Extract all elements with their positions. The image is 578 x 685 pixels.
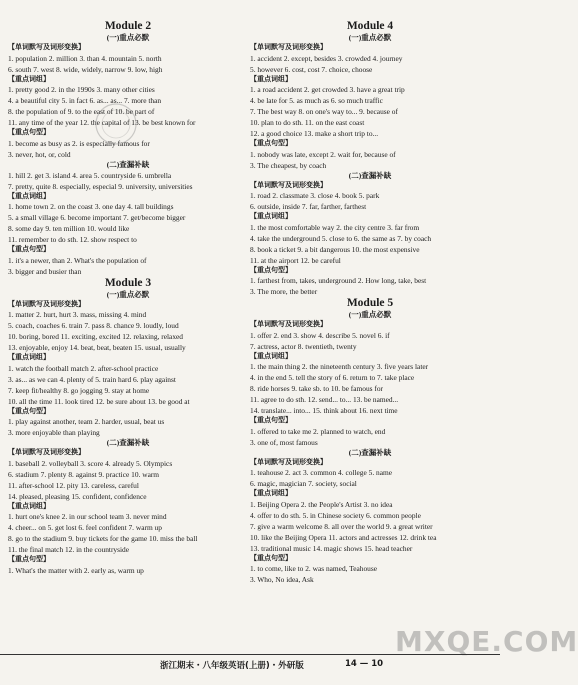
category-heading: 【重点句型】 xyxy=(8,555,50,563)
answer-line: 5. a small village 6. become important 7. get/become bigger xyxy=(8,213,186,222)
section-title: (一)重点必默 xyxy=(106,33,150,42)
answer-line: 6. magic, magician 7. society, social xyxy=(250,479,357,488)
category-heading: 【重点词组】 xyxy=(8,353,50,361)
section-title: (一)重点必默 xyxy=(348,310,392,319)
stamp-icon xyxy=(92,100,140,148)
category-heading: 【重点词组】 xyxy=(250,351,292,360)
answer-line: 10. like the Beijing Opera 11. actors and actresses 12. drink tea xyxy=(250,532,437,542)
answer-line: 1. road 2. classmate 3. close 4. book 5. park xyxy=(250,191,380,200)
answer-line: 4. in the end 5. tell the story of 6. return to 7. take place xyxy=(250,373,415,382)
section-title: (二)查漏补缺 xyxy=(106,159,150,169)
page-footer xyxy=(0,654,500,679)
answer-line: 7. give a warm welcome 8. all over the world 9. a great writer xyxy=(250,521,433,531)
answer-line: 1. accident 2. except, besides 3. crowded 4. journey xyxy=(250,53,403,63)
answer-line: 5. however 6. cost, cost 7. choice, choose xyxy=(250,64,373,74)
answer-line: 11. agree to do sth. 12. send... to... 13. be named... xyxy=(250,395,399,404)
answer-line: 1. watch the football match 2. after-school practice xyxy=(8,363,159,373)
answer-line: 1. a road accident 2. get crowded 3. have a great trip xyxy=(250,85,405,94)
module-title: Module 4 xyxy=(346,20,394,32)
answer-line: 3. one of, most famous xyxy=(250,437,318,447)
answer-line: 4. a beautiful city 5. in fact 6. as... as... 7. more than xyxy=(8,96,162,105)
watermark: MXQE.COM xyxy=(395,625,578,658)
section-title: (二)查漏补缺 xyxy=(348,447,392,457)
category-heading: 【重点句型】 xyxy=(8,128,50,136)
answer-line: 6. outside, inside 7. far, farther, farthest xyxy=(250,202,367,211)
answer-line: 3. as... as we can 4. plenty of 5. train hard 6. play against xyxy=(8,374,176,384)
answer-line: 1. home town 2. on the coast 3. one day 4. tall buildings xyxy=(8,202,174,211)
answer-line: 1. farthest from, takes, underground 2. How long, take, best xyxy=(250,276,427,285)
answer-line: 8. go to the stadium 9. buy tickets for the game 10. miss the ball xyxy=(8,534,198,543)
answer-line: 3. bigger and busier than xyxy=(8,266,82,276)
module-title: Module 2 xyxy=(104,20,152,32)
category-heading: 【重点句型】 xyxy=(250,139,292,147)
category-heading: 【单词默写及词形变换】 xyxy=(8,448,85,456)
answer-line: 1. nobody was late, except 2. wait for, because of xyxy=(250,149,396,159)
answer-line: 3. Who, No idea, Ask xyxy=(250,575,314,584)
category-heading: 【重点词组】 xyxy=(8,74,50,83)
section-title: (一)重点必默 xyxy=(348,33,392,42)
answer-line: 1. matter 2. hurt, hurt 3. mass, missing 4. mind xyxy=(8,310,147,319)
answer-line: 11. remember to do sth. 12. show respect to xyxy=(8,235,137,244)
answer-line: 13. enjoyable, enjoy 14. beat, beat, beaten 15. usual, usually xyxy=(8,343,186,352)
answer-line: 10. boring, bored 11. exciting, excited 12. relaxing, relaxed xyxy=(8,332,183,341)
answer-line: 4. be late for 5. as much as 6. so much traffic xyxy=(250,96,383,105)
category-heading: 【单词默写及词形变换】 xyxy=(250,457,327,466)
answer-line: 7. pretty, quite 8. especially, especial 9. university, universities xyxy=(8,181,193,191)
answer-line: 1. hurt one's knee 2. in our school team 3. never mind xyxy=(8,512,167,521)
category-heading: 【重点句型】 xyxy=(250,265,292,274)
answer-line: 14. translate... into... 15. think about 16. next time xyxy=(250,406,398,415)
category-heading: 【重点词组】 xyxy=(250,74,292,83)
section-title: (二)查漏补缺 xyxy=(348,170,392,180)
answer-line: 1. the most comfortable way 2. the city centre 3. far from xyxy=(250,222,420,232)
answer-line: 7. keep fit/healthy 8. go jogging 9. stay at home xyxy=(8,385,150,395)
section-title: (二)查漏补缺 xyxy=(106,438,150,447)
answer-line: 14. pleased, pleasing 15. confident, confidence xyxy=(8,491,147,501)
answer-line: 11. any time of the year 12. the capital of 13. be best known for xyxy=(8,118,196,127)
answer-line: 7. The best way 8. on one's way to... 9. because of xyxy=(250,107,398,116)
category-heading: 【重点词组】 xyxy=(8,501,50,510)
category-heading: 【重点句型】 xyxy=(250,553,292,562)
answer-line: 1. to come, like to 2. was named, Teahouse xyxy=(250,564,378,573)
section-title: (一)重点必默 xyxy=(106,289,150,299)
category-heading: 【重点词组】 xyxy=(250,212,292,220)
answer-line: 1. pretty good 2. in the 1990s 3. many other cities xyxy=(8,85,155,94)
right-column xyxy=(250,20,490,585)
answer-line: 1. Beijing Opera 2. the People's Artist 3. no idea xyxy=(250,499,393,509)
answer-line: 13. traditional music 14. magic shows 15. head teacher xyxy=(250,543,413,553)
answer-line: 1. offered to take me 2. planned to watch, end xyxy=(250,426,386,436)
answer-line: 1. become as busy as 2. is especially famous for xyxy=(8,138,150,148)
answer-line: 1. offer 2. end 3. show 4. describe 5. novel 6. if xyxy=(250,330,390,340)
answer-line: 8. book a ticket 9. a bit dangerous 10. the most expensive xyxy=(250,244,420,254)
category-heading: 【单词默写及词形变换】 xyxy=(250,180,327,189)
category-heading: 【重点句型】 xyxy=(8,406,50,415)
answer-line: 11. the final match 12. in the countryside xyxy=(8,545,130,554)
answer-line: 6. stadium 7. plenty 8. against 9. practice 10. warm xyxy=(8,469,160,479)
answer-line: 1. play against another, team 2. harder, usual, beat us xyxy=(8,417,165,426)
answer-line: 1. population 2. million 3. than 4. mountain 5. north xyxy=(8,53,162,63)
module-title: Module 5 xyxy=(346,297,394,309)
answer-line: 1. teahouse 2. act 3. common 4. college 5. name xyxy=(250,468,393,477)
answer-line: 1. hill 2. get 3. island 4. area 5. countryside 6. umbrella xyxy=(8,170,172,180)
footer-title: 浙江期末・八年级英语(上册)・外研版 xyxy=(160,661,304,671)
category-heading: 【单词默写及词形变换】 xyxy=(8,43,85,51)
answer-line: 3. The cheapest, by coach xyxy=(250,160,327,170)
category-heading: 【单词默写及词形变换】 xyxy=(250,320,327,328)
answer-line: 8. the population of 9. to the east of 10. be part of xyxy=(8,107,155,116)
answer-line: 6. south 7. west 8. wide, widely, narrow 9. low, high xyxy=(8,64,163,74)
answer-line: 3. more enjoyable than playing xyxy=(8,428,100,437)
answer-line: 11. after-school 12. pity 13. careless, careful xyxy=(8,480,139,490)
answer-line: 1. What's the matter with 2. early as, warm up xyxy=(8,565,144,575)
category-heading: 【重点句型】 xyxy=(250,416,292,424)
answer-line: 10. plan to do sth. 11. on the east coast xyxy=(250,118,365,127)
answer-line: 7. actress, actor 8. twentieth, twenty xyxy=(250,341,357,351)
answer-line: 1. the main thing 2. the nineteenth century 3. five years later xyxy=(250,362,429,371)
answer-line: 11. at the airport 12. be careful xyxy=(250,255,341,265)
category-heading: 【重点词组】 xyxy=(250,489,292,497)
category-heading: 【单词默写及词形变换】 xyxy=(250,43,327,51)
answer-line: 4. take the underground 5. close to 6. the same as 7. by coach xyxy=(250,233,432,243)
answer-line: 10. all the time 11. look tired 12. be sure about 13. be good at xyxy=(8,396,190,406)
answer-line: 1. baseball 2. volleyball 3. score 4. already 5. Olympics xyxy=(8,458,173,468)
category-heading: 【重点词组】 xyxy=(8,191,50,200)
answer-line: 5. coach, coaches 6. train 7. pass 8. chance 9. loudly, loud xyxy=(8,321,179,330)
module-title: Module 3 xyxy=(104,276,152,289)
answer-line: 8. ride horses 9. take sb. to 10. be famous for xyxy=(250,384,384,393)
answer-line: 1. it's a newer, than 2. What's the population of xyxy=(8,255,147,265)
answer-line: 4. offer to do sth. 5. in Chinese society 6. common people xyxy=(250,510,421,520)
answer-line: 12. a good choice 13. make a short trip to... xyxy=(250,129,379,138)
answer-line: 8. some day 9. ten million 10. would like xyxy=(8,224,130,233)
category-heading: 【重点句型】 xyxy=(8,245,50,253)
answer-line: 3. The more, the better xyxy=(250,287,318,296)
category-heading: 【单词默写及词形变换】 xyxy=(8,299,85,308)
page-number: 14 — 10 xyxy=(345,659,384,669)
answer-line: 4. cheer... on 5. get lost 6. feel confident 7. warm up xyxy=(8,523,162,532)
answer-line: 3. never, hot, or, cold xyxy=(8,149,71,159)
